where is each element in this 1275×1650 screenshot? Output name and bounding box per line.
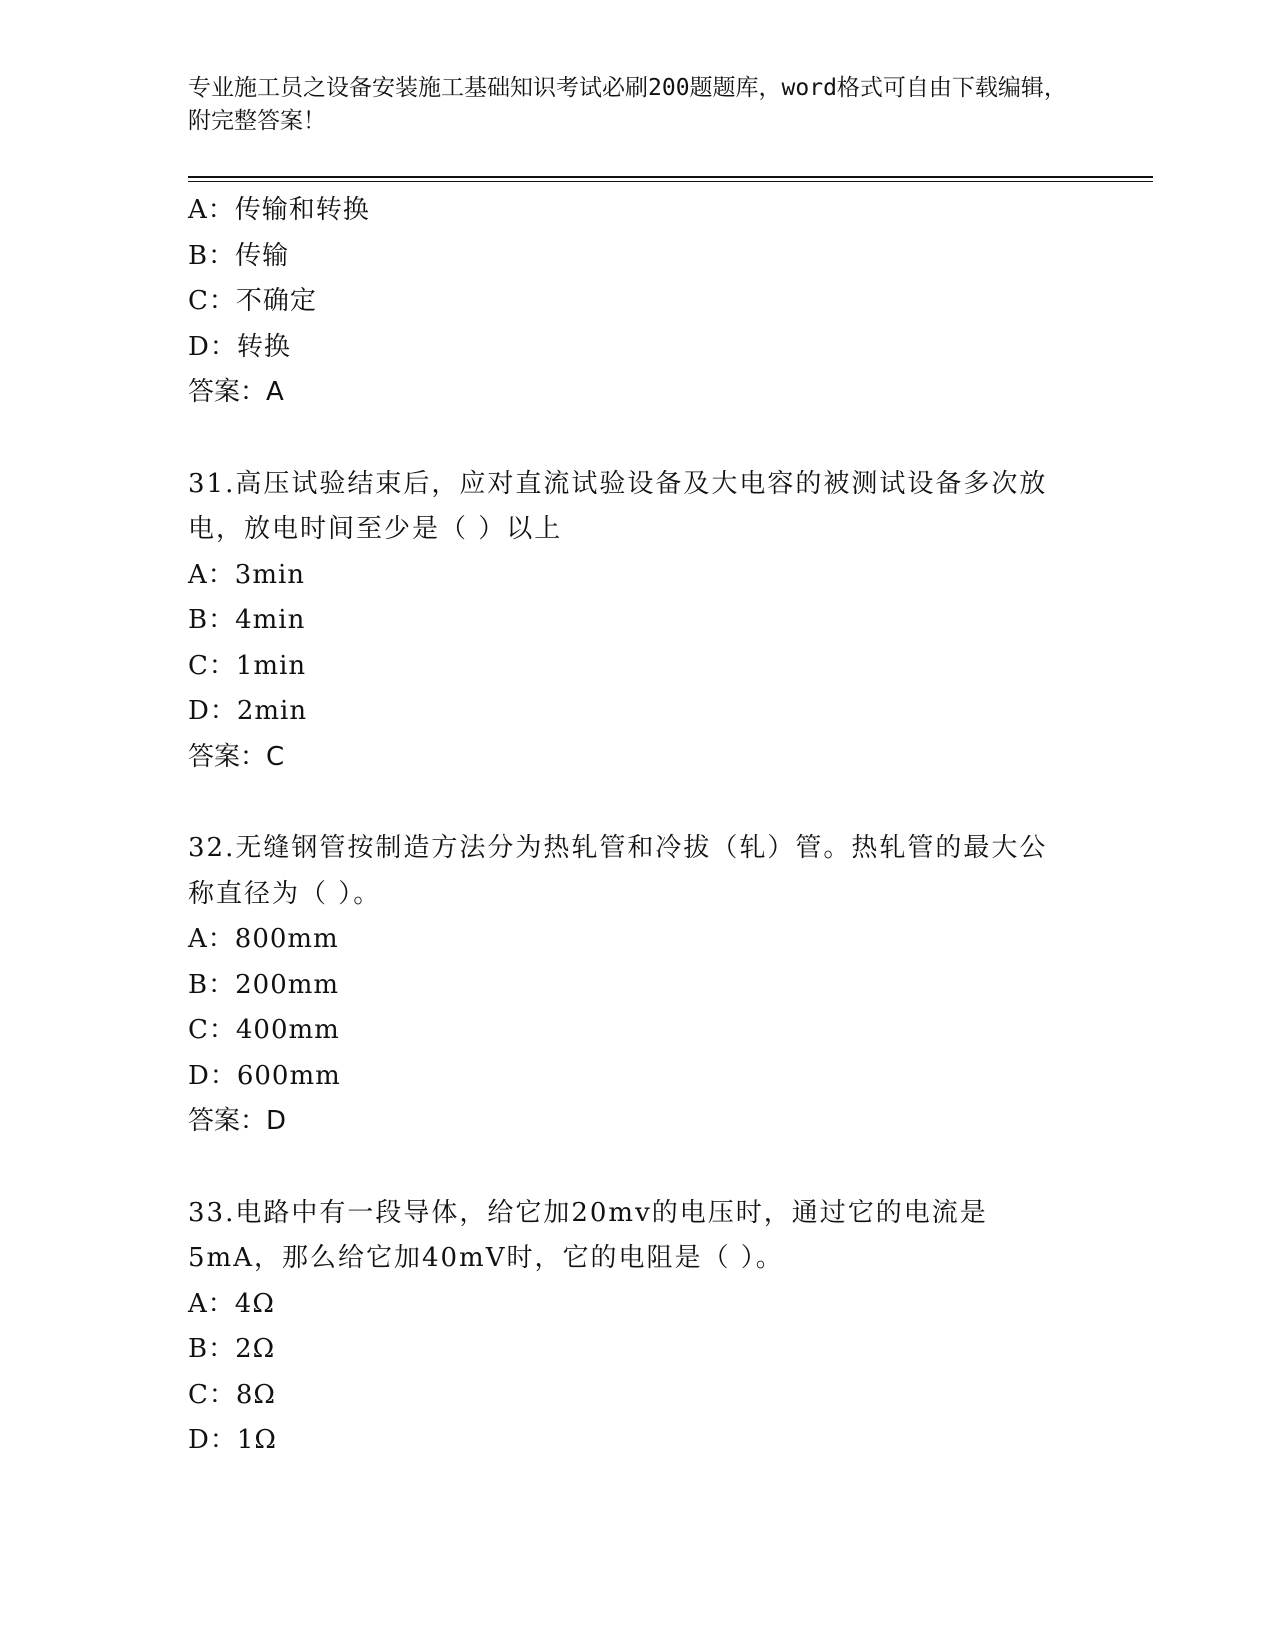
option-b: B：传输 bbox=[188, 240, 290, 271]
document-header: 专业施工员之设备安装施工基础知识考试必刷200题题库，word格式可自由下载编辑，附完整答案！ bbox=[188, 75, 1067, 134]
option-a: A：4Ω bbox=[188, 1288, 275, 1319]
question-32 bbox=[188, 826, 1068, 1145]
question-33 bbox=[188, 1191, 1068, 1464]
option-c: C：8Ω bbox=[188, 1379, 276, 1410]
option-c: C：不确定 bbox=[188, 286, 317, 316]
option-d: D：2min bbox=[188, 696, 308, 726]
option-a: A：800mm bbox=[188, 924, 339, 954]
option-d: D：1Ω bbox=[188, 1425, 277, 1455]
option-c: C：1min bbox=[188, 650, 307, 681]
question-text: 32.无缝钢管按制造方法分为热轧管和冷拔（轧）管。热轧管的最大公称直径为（ ）。 bbox=[188, 833, 1048, 909]
option-d: D：600mm bbox=[188, 1060, 341, 1091]
question-text: 33.电路中有一段导体，给它加20mv的电压时，通过它的电流是5mA，那么给它加40mV时，它的电阻是（ ）。 bbox=[188, 1197, 988, 1273]
previous-question-block bbox=[188, 188, 1068, 416]
option-b: B：2Ω bbox=[188, 1334, 276, 1364]
option-a: A：3min bbox=[188, 559, 306, 590]
option-a: A：传输和转换 bbox=[188, 195, 370, 225]
option-c: C：400mm bbox=[188, 1015, 340, 1045]
question-list bbox=[188, 188, 1068, 1464]
header-divider bbox=[188, 176, 1153, 182]
option-b: B：4min bbox=[188, 605, 306, 635]
option-d: D：转换 bbox=[188, 331, 291, 362]
answer-line: 答案：C bbox=[188, 741, 285, 772]
option-b: B：200mm bbox=[188, 969, 340, 1000]
question-31 bbox=[188, 462, 1068, 781]
question-text: 31.高压试验结束后，应对直流试验设备及大电容的被测试设备多次放电，放电时间至少是（ ）以上 bbox=[188, 468, 1048, 544]
answer-line: 答案：A bbox=[188, 377, 284, 407]
answer-line: 答案：D bbox=[188, 1106, 287, 1136]
